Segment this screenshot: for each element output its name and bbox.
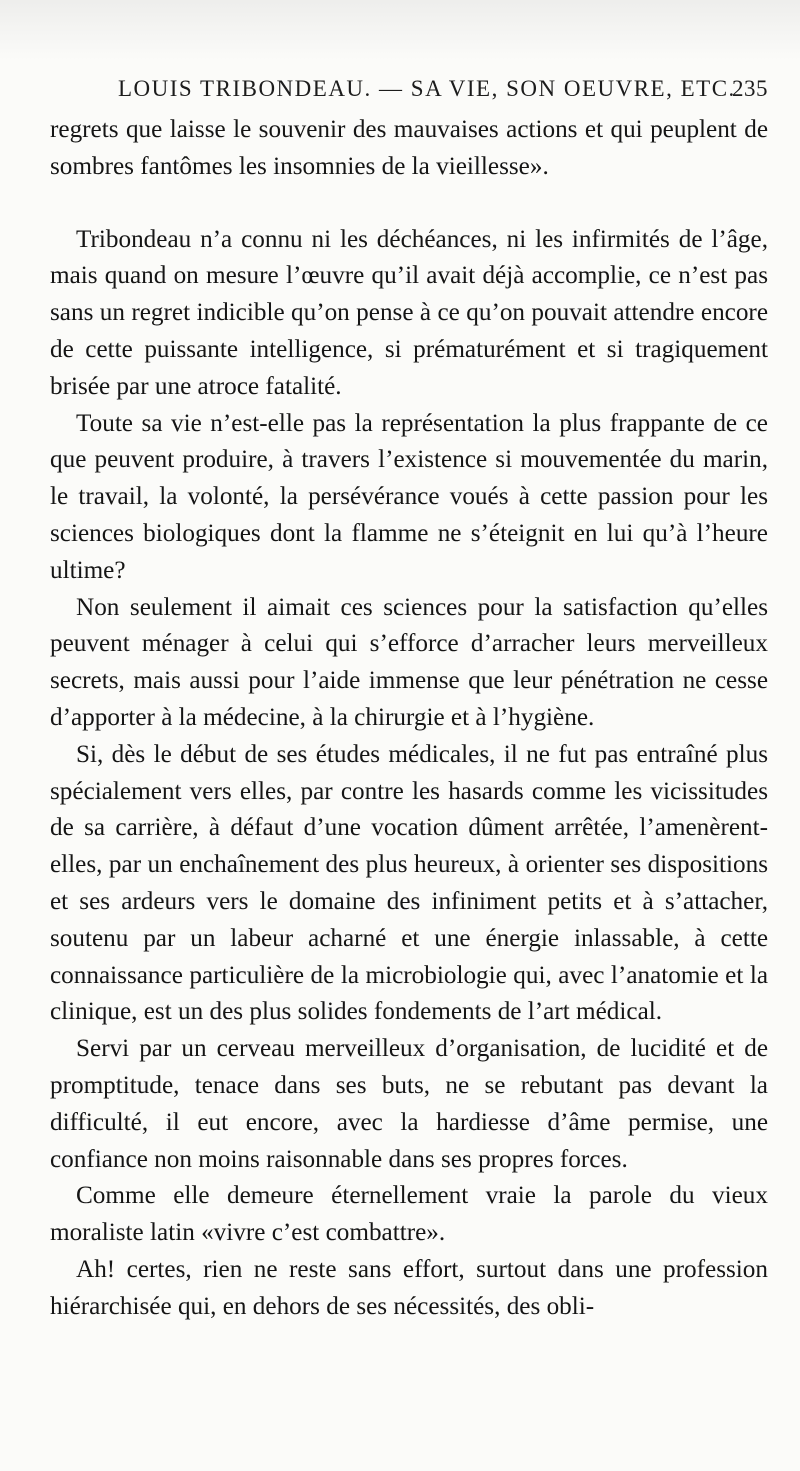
paragraph-2: Tribondeau n’a connu ni les déchéances, ni les infirmités de l’âge, mais quand on mesure l’œuvre qu’il avait déjà accomplie, ce n’est pas sans un regret indicible qu’on pense à ce qu’on pouvait attendre encore de cette puissante intelligence, si prématurément et si tragiquement brisée par une atroce fatalité. — [50, 225, 768, 400]
paragraph-4: Non seulement il aimait ces sciences pour la satisfaction qu’elles peuvent ménager à celui qui s’efforce d’arracher leurs merveilleux secrets, mais aussi pour l’aide immense que leur pénétration ne cesse d’apporter à la médecine, à la chirurgie et à l’hygiène. — [50, 593, 768, 731]
paragraph-8: Ah! certes, rien ne reste sans effort, surtout dans une profession hiérarchisée qui, en dehors de ses nécessités, des obli- — [50, 1255, 768, 1320]
paragraph-7: Comme elle demeure éternellement vraie la parole du vieux moraliste latin «vivre c’est combattre». — [50, 1182, 768, 1247]
running-head — [118, 76, 768, 108]
paragraph-3: Toute sa vie n’est-elle pas la représentation la plus frappante de ce que peuvent produire, à travers l’existence si mouvementée du marin, le travail, la volonté, la persévérance voués à cette passion pour les sciences biologiques dont la flamme ne s’éteignit en lui qu’à l’heure ultime? — [50, 409, 768, 584]
page-number: 235 — [732, 76, 768, 101]
body-text — [50, 112, 768, 1326]
paragraph-5: Si, dès le début de ses études médicales, il ne fut pas entraîné plus spécialement vers elles, par contre les hasards comme les vicissitudes de sa carrière, à défaut d’une vocation dûment arrêtée, l’amenèrent-elles, par un enchaînement des plus heureux, à orienter ses dispositions et ses ardeurs vers le domaine des infiniment petits et à s’attacher, soutenu par un labeur acharné et une énergie inlassable, à cette connaissance particulière de la microbiologie qui, avec l’anatomie et la clinique, est un des plus solides fondements de l’art médical. — [50, 740, 768, 1026]
paragraph-1: regrets que laisse le souvenir des mauvaises actions et qui peuplent de sombres fantômes les insomnies de la vieillesse». — [50, 116, 768, 180]
running-title: LOUIS TRIBONDEAU. — SA VIE, SON OEUVRE, ETC. — [118, 76, 736, 101]
paragraph-6: Servi par un cerveau merveilleux d’organisation, de lucidité et de promptitude, tenace dans ses buts, ne se rebutant pas devant la difficulté, il eut encore, avec la hardiesse d’âme permise, une confiance non moins raisonnable dans ses propres forces. — [50, 1035, 768, 1173]
scan-shadow — [0, 0, 800, 60]
